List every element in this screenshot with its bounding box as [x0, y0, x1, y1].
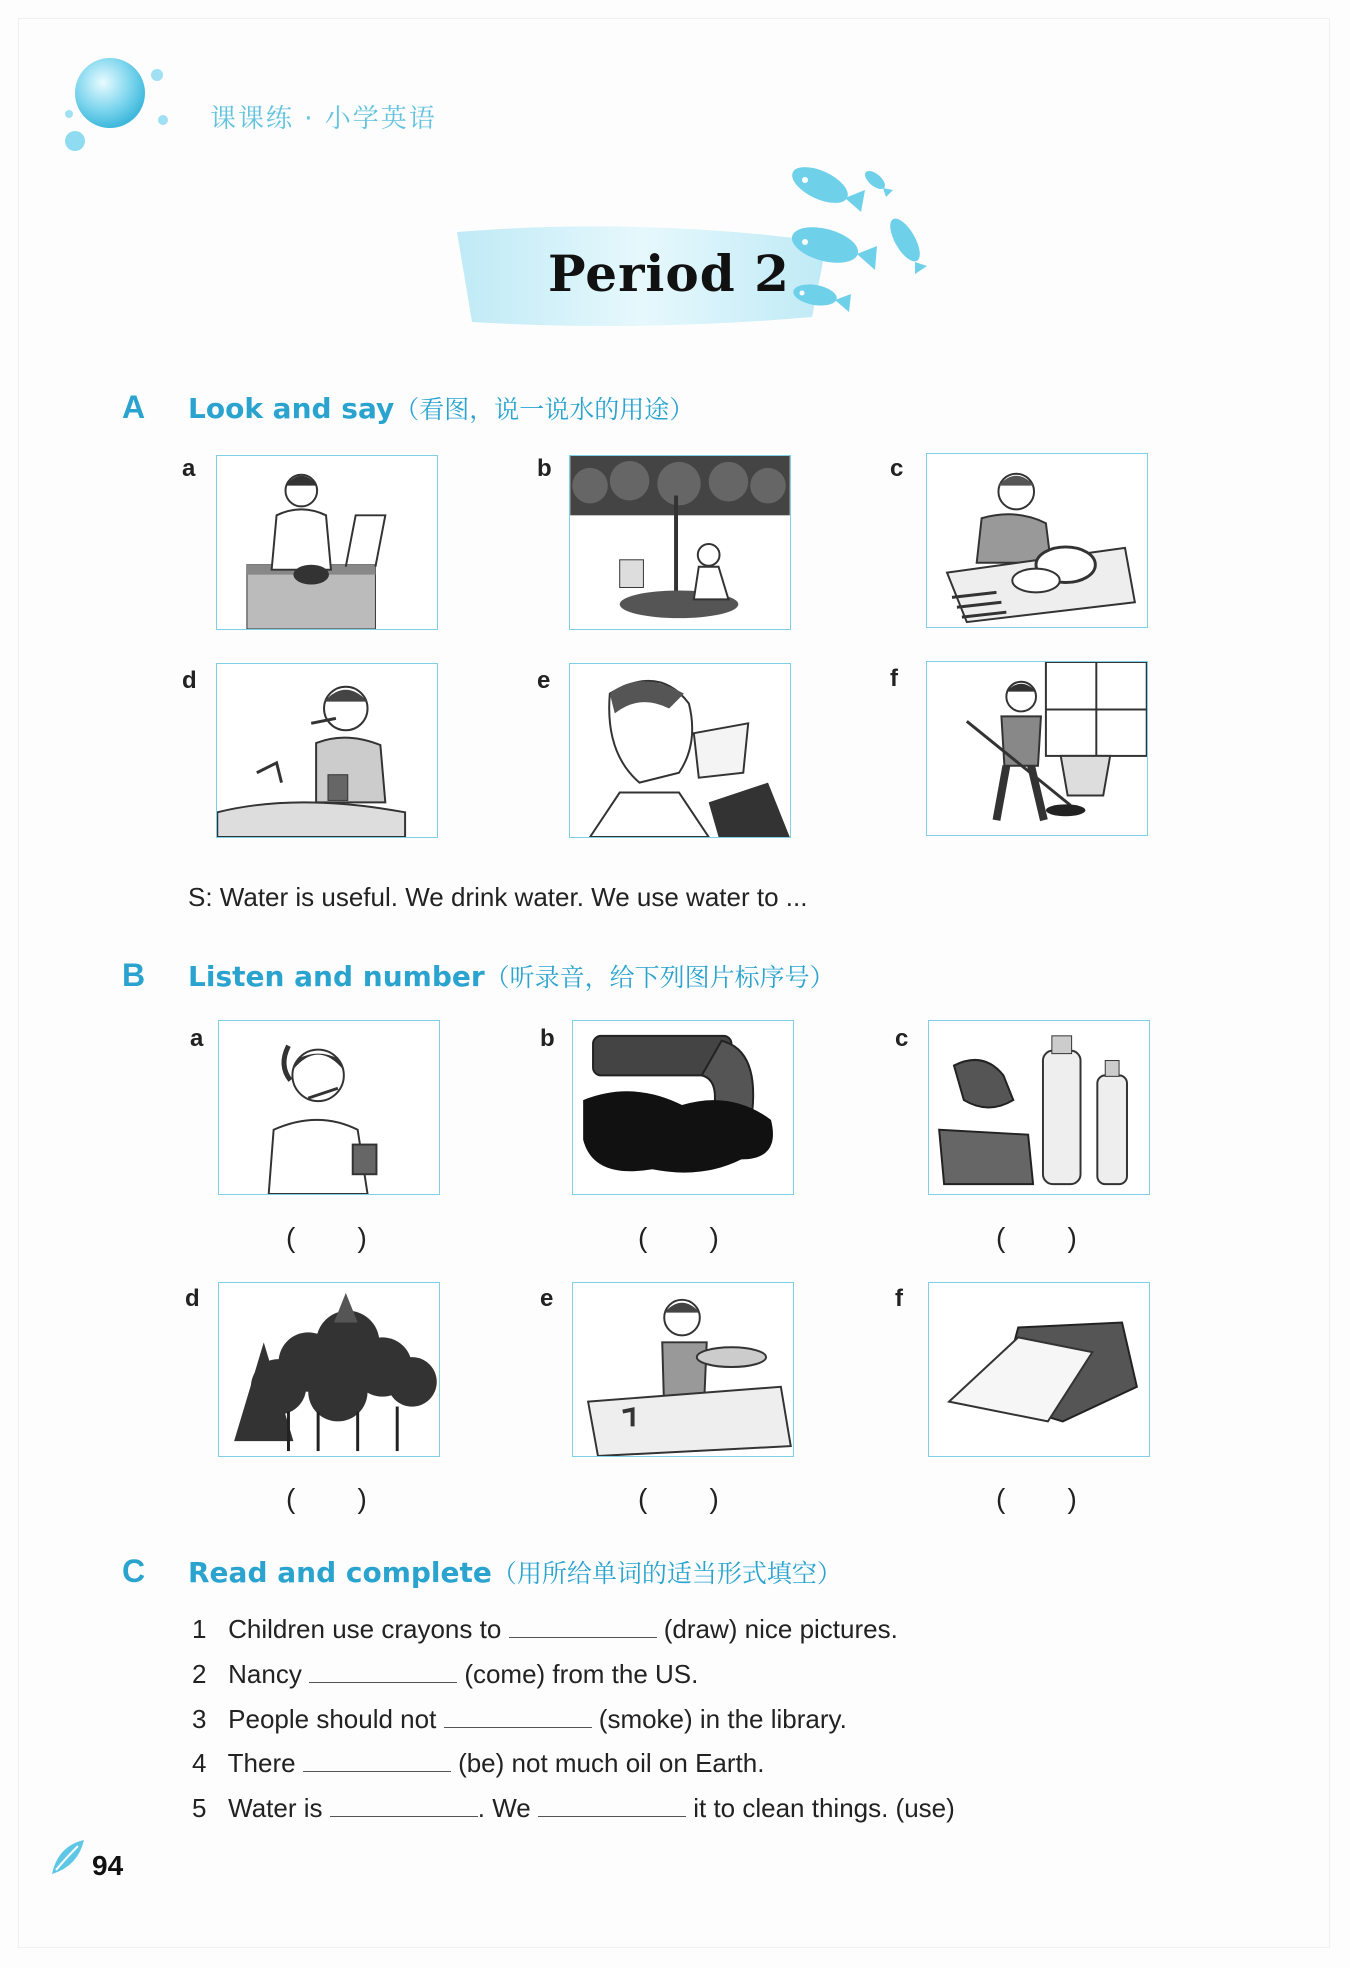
a-picture-f-mopping-floor [926, 661, 1148, 836]
question-text-after: (smoke) in the library. [598, 1704, 847, 1734]
answer-blank[interactable] [303, 1749, 451, 1772]
b-picture-e-boy-with-basin [572, 1282, 794, 1457]
answer-blank[interactable] [509, 1615, 657, 1638]
section-b-subtitle: （听录音，给下列图片标序号） [484, 963, 835, 992]
question-row-5 [192, 1793, 955, 1824]
question-number: 3 [192, 1704, 207, 1734]
a-picture-label-c: c [890, 455, 904, 482]
section-b-heading [188, 958, 835, 994]
bubbles-decoration-icon [55, 48, 185, 168]
a-picture-a-washing-clothes [216, 455, 438, 630]
b-picture-b-polluted-pipe [572, 1020, 794, 1195]
a-picture-c-washing-dishes [926, 453, 1148, 628]
section-a-prompt: S: Water is useful. We drink water. We use water to ... [188, 882, 808, 912]
question-row-4 [192, 1748, 764, 1779]
answer-blank[interactable] [309, 1660, 457, 1683]
a-picture-d-brushing-teeth [216, 663, 438, 838]
section-c-letter: C [122, 1553, 146, 1589]
a-picture-label-a: a [182, 455, 196, 482]
section-c-heading [188, 1554, 842, 1590]
b-answer-b[interactable]: ( ) [638, 1222, 719, 1253]
a-picture-label-d: d [182, 667, 197, 694]
a-picture-b-watering-tree [569, 455, 791, 630]
b-answer-f[interactable]: ( ) [996, 1483, 1077, 1514]
question-text-before: Children use crayons to [228, 1614, 502, 1644]
question-text-after: (come) from the US. [464, 1659, 699, 1689]
question-number: 5 [192, 1793, 207, 1823]
section-c-title: Read and complete [188, 1556, 492, 1589]
question-row-3 [192, 1704, 847, 1735]
section-b-letter: B [122, 957, 146, 993]
question-number: 4 [192, 1748, 207, 1778]
a-picture-label-e: e [537, 667, 551, 694]
b-picture-f-paper [928, 1282, 1150, 1457]
b-answer-d[interactable]: ( ) [286, 1483, 367, 1514]
fish-decoration-icon [765, 150, 945, 320]
section-a-heading [188, 390, 694, 426]
b-answer-a[interactable]: ( ) [286, 1222, 367, 1253]
b-picture-label-d: d [185, 1285, 200, 1312]
b-picture-label-b: b [540, 1025, 555, 1052]
answer-blank[interactable] [538, 1794, 686, 1817]
page-title: Period 2 [548, 244, 790, 303]
section-a-subtitle: （看图，说一说水的用途） [394, 395, 695, 424]
b-picture-a-girl-brushing-teeth [218, 1020, 440, 1195]
b-answer-c[interactable]: ( ) [996, 1222, 1077, 1253]
a-picture-e-drinking-water [569, 663, 791, 838]
question-text-before: Nancy [228, 1659, 302, 1689]
question-text-after: it to clean things. (use) [693, 1793, 955, 1823]
a-picture-label-f: f [890, 665, 898, 692]
section-c-subtitle: （用所给单词的适当形式填空） [491, 1559, 842, 1588]
leaf-icon [48, 1836, 88, 1878]
question-text-before: People should not [228, 1704, 437, 1734]
question-row-2 [192, 1659, 698, 1690]
a-picture-label-b: b [537, 455, 552, 482]
series-title: 课课练 · 小学英语 [210, 104, 437, 134]
answer-blank[interactable] [330, 1794, 478, 1817]
b-picture-label-e: e [540, 1285, 554, 1312]
b-picture-d-forest [218, 1282, 440, 1457]
question-text-middle: . We [477, 1793, 531, 1823]
section-a-letter: A [122, 389, 146, 425]
page-number: 94 [92, 1850, 124, 1881]
b-picture-label-f: f [895, 1285, 903, 1312]
question-text-after: (draw) nice pictures. [663, 1614, 898, 1644]
question-number: 2 [192, 1659, 207, 1689]
b-picture-c-plastic-waste [928, 1020, 1150, 1195]
answer-blank[interactable] [444, 1705, 592, 1728]
b-answer-e[interactable]: ( ) [638, 1483, 719, 1514]
question-number: 1 [192, 1614, 207, 1644]
question-text-before: Water is [228, 1793, 323, 1823]
question-row-1 [192, 1614, 898, 1645]
question-text-before: There [227, 1748, 296, 1778]
section-b-title: Listen and number [188, 960, 485, 993]
b-picture-label-a: a [190, 1025, 204, 1052]
section-a-title: Look and say [188, 392, 395, 425]
b-picture-label-c: c [895, 1025, 909, 1052]
question-text-after: (be) not much oil on Earth. [458, 1748, 765, 1778]
